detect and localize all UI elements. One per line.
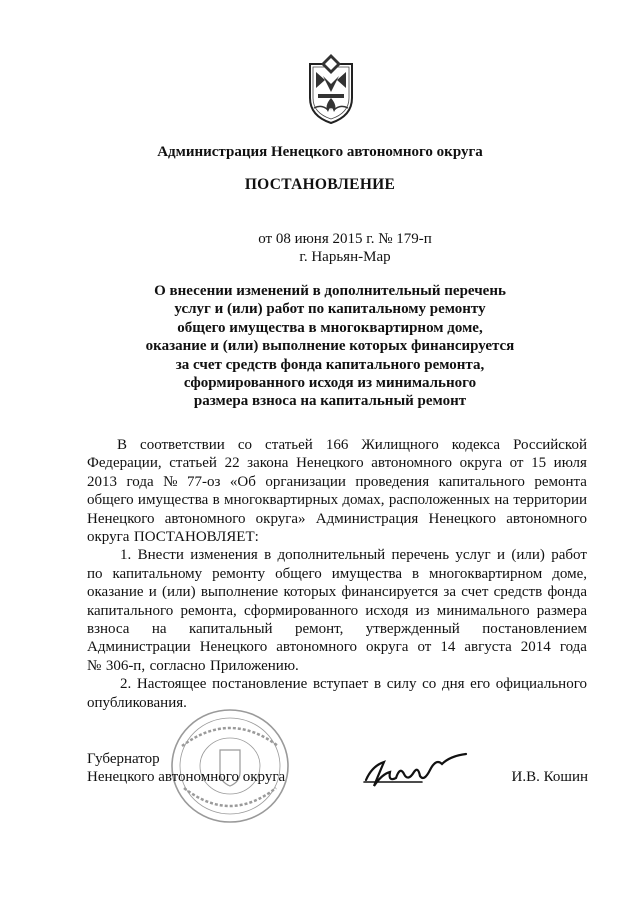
paragraph-line: [87, 675, 587, 693]
word: утвержденный: [365, 621, 460, 638]
word: и: [148, 584, 157, 601]
word: года: [559, 639, 587, 656]
signatory-position: [87, 750, 285, 787]
word: июля: [553, 455, 587, 472]
paragraph-line: [87, 546, 587, 564]
word: средств: [493, 584, 543, 601]
word: официального: [495, 676, 587, 693]
word: ПОСТАНОВЛЯЕТ:: [133, 529, 259, 546]
word: сформированного: [243, 602, 359, 619]
paragraph-line: [87, 473, 587, 491]
word: августа: [464, 639, 512, 656]
word: и: [497, 547, 506, 564]
word: В: [117, 437, 128, 453]
word: Жилищного: [361, 437, 439, 453]
word: в: [212, 492, 220, 509]
word: работ: [551, 547, 587, 564]
word: Ненецкого: [428, 510, 496, 527]
word: размера: [536, 602, 587, 619]
word: силу: [386, 676, 417, 693]
word: Администрация: [315, 510, 419, 527]
word: 166: [325, 437, 349, 453]
title-line: размера взноса на капитальный ремонт: [193, 393, 467, 410]
word: домах,: [342, 492, 385, 509]
word: дополнительный: [277, 547, 386, 564]
document-body: [87, 436, 587, 712]
organization-name: Администрация Ненецкого автономного округа: [157, 144, 483, 160]
word: Приложению.: [209, 657, 299, 674]
word: округа»: [255, 510, 306, 527]
title-line: сформированного исходя из минимального: [183, 375, 477, 392]
word: ремонта,: [180, 602, 237, 619]
date-block: [250, 230, 440, 266]
word: Российской: [513, 437, 587, 453]
word: перечень: [391, 547, 450, 564]
word: постановлением: [482, 621, 587, 638]
word: многоквартирном: [429, 565, 543, 582]
word: на: [494, 492, 510, 509]
title-line: общего имущества в многоквартирном доме,: [177, 319, 483, 336]
paragraph-line: [87, 602, 587, 620]
paragraph-line: [87, 620, 587, 638]
word: общего: [87, 492, 134, 509]
word: ремонт,: [294, 621, 344, 638]
word: «Об: [229, 473, 256, 490]
paragraph-line: [87, 528, 587, 546]
word: за: [443, 584, 457, 601]
word: согласно: [149, 657, 206, 674]
word: закона: [247, 455, 289, 472]
title-line: О внесении изменений в дополнительный перечень: [154, 283, 506, 299]
word: доме,: [552, 565, 587, 582]
word: в: [412, 565, 420, 582]
word: 2.: [120, 676, 132, 693]
word: имущества: [331, 565, 403, 582]
word: постановление: [212, 676, 308, 693]
word: 15: [531, 455, 547, 472]
word: от: [509, 455, 524, 472]
paragraph-line: [87, 510, 587, 528]
word: №: [87, 657, 102, 674]
word: финансируется: [341, 584, 439, 601]
handwritten-signature: [362, 752, 474, 792]
word: которых: [283, 584, 337, 601]
word: выполнение: [200, 584, 279, 601]
word: исходя: [365, 602, 409, 619]
word: округа: [459, 455, 502, 472]
word: услуг: [455, 547, 491, 564]
word: фонда: [547, 584, 587, 601]
word: по: [87, 565, 103, 582]
paragraph-line: [87, 565, 587, 583]
word: года: [126, 473, 154, 490]
word: Администрации: [87, 639, 191, 656]
word: автономного: [506, 510, 587, 527]
paragraph-line: [87, 583, 587, 601]
word: организации: [265, 473, 346, 490]
word: №: [163, 473, 178, 490]
word: многоквартирных: [223, 492, 339, 509]
word: Настоящее: [136, 676, 207, 693]
word: 77-оз: [186, 473, 221, 490]
word: проведения: [355, 473, 430, 490]
word: капитального: [87, 602, 174, 619]
word: взноса: [87, 621, 130, 638]
word: счет: [461, 584, 489, 601]
word: Ненецкого: [296, 455, 364, 472]
coat-of-arms-icon: [300, 52, 362, 126]
word: в: [264, 547, 272, 564]
word: со: [422, 676, 437, 693]
title-line: за счет средств фонда капитального ремонта,: [175, 356, 485, 373]
paragraph-line: [87, 436, 587, 454]
word: изменения: [190, 547, 258, 564]
paragraph-line: [87, 638, 587, 656]
word: из: [415, 602, 430, 619]
place: г. Нарьян-Мар: [299, 249, 391, 265]
word: автономного: [164, 510, 246, 527]
word: Ненецкого: [199, 639, 268, 656]
word: (или): [162, 584, 196, 601]
word: минимального: [436, 602, 530, 619]
title-line: услуг и (или) работ по капитальному ремонту: [174, 301, 486, 318]
word: территории: [513, 492, 587, 509]
paragraph-line: [87, 491, 587, 509]
word: автономного: [371, 455, 452, 472]
word: округа: [87, 529, 130, 546]
word: кодекса: [451, 437, 501, 453]
word: 2013: [87, 473, 117, 490]
paragraph-line: [87, 454, 587, 472]
word: статьей: [169, 455, 217, 472]
word: вступает: [312, 676, 369, 693]
word: дня: [441, 676, 465, 693]
word: капитальный: [188, 621, 273, 638]
word: 306-п,: [105, 657, 146, 674]
word: статьей: [265, 437, 313, 453]
document-type: ПОСТАНОВЛЕНИЕ: [244, 176, 396, 193]
word: имущества: [137, 492, 209, 509]
position-line-1: Губернатор: [87, 751, 160, 767]
word: его: [470, 676, 491, 693]
word: на: [151, 621, 167, 638]
word: общего: [275, 565, 322, 582]
word: расположенных: [388, 492, 491, 509]
word: (или): [511, 547, 545, 564]
word: в: [374, 676, 382, 693]
word: Внести: [137, 547, 184, 564]
word: автономного: [276, 639, 357, 656]
word: оказание: [87, 584, 144, 601]
paragraph-line: [87, 694, 587, 712]
word: соответствии: [140, 437, 225, 453]
word: Федерации,: [87, 455, 162, 472]
word: 2014: [520, 639, 551, 656]
word: ремонта: [534, 473, 587, 490]
word: опубликования.: [87, 694, 187, 711]
word: ремонту: [212, 565, 266, 582]
word: 14: [440, 639, 456, 656]
paragraph-line: [87, 657, 587, 675]
title-line: оказание и (или) выполнение которых финансируется: [145, 338, 515, 355]
word: капитального: [438, 473, 525, 490]
word: 1.: [120, 547, 132, 564]
word: со: [237, 437, 253, 453]
document-title: [90, 282, 570, 411]
date-number: от 08 июня 2015 г. № 179-п: [258, 231, 432, 247]
signatory-name: И.В. Кошин: [511, 769, 588, 785]
word: от: [417, 639, 432, 656]
position-line-2: Ненецкого автономного округа: [87, 769, 286, 786]
word: Ненецкого: [87, 510, 155, 527]
word: капитальному: [112, 565, 203, 582]
word: 22: [224, 455, 240, 472]
word: округа: [366, 639, 409, 656]
